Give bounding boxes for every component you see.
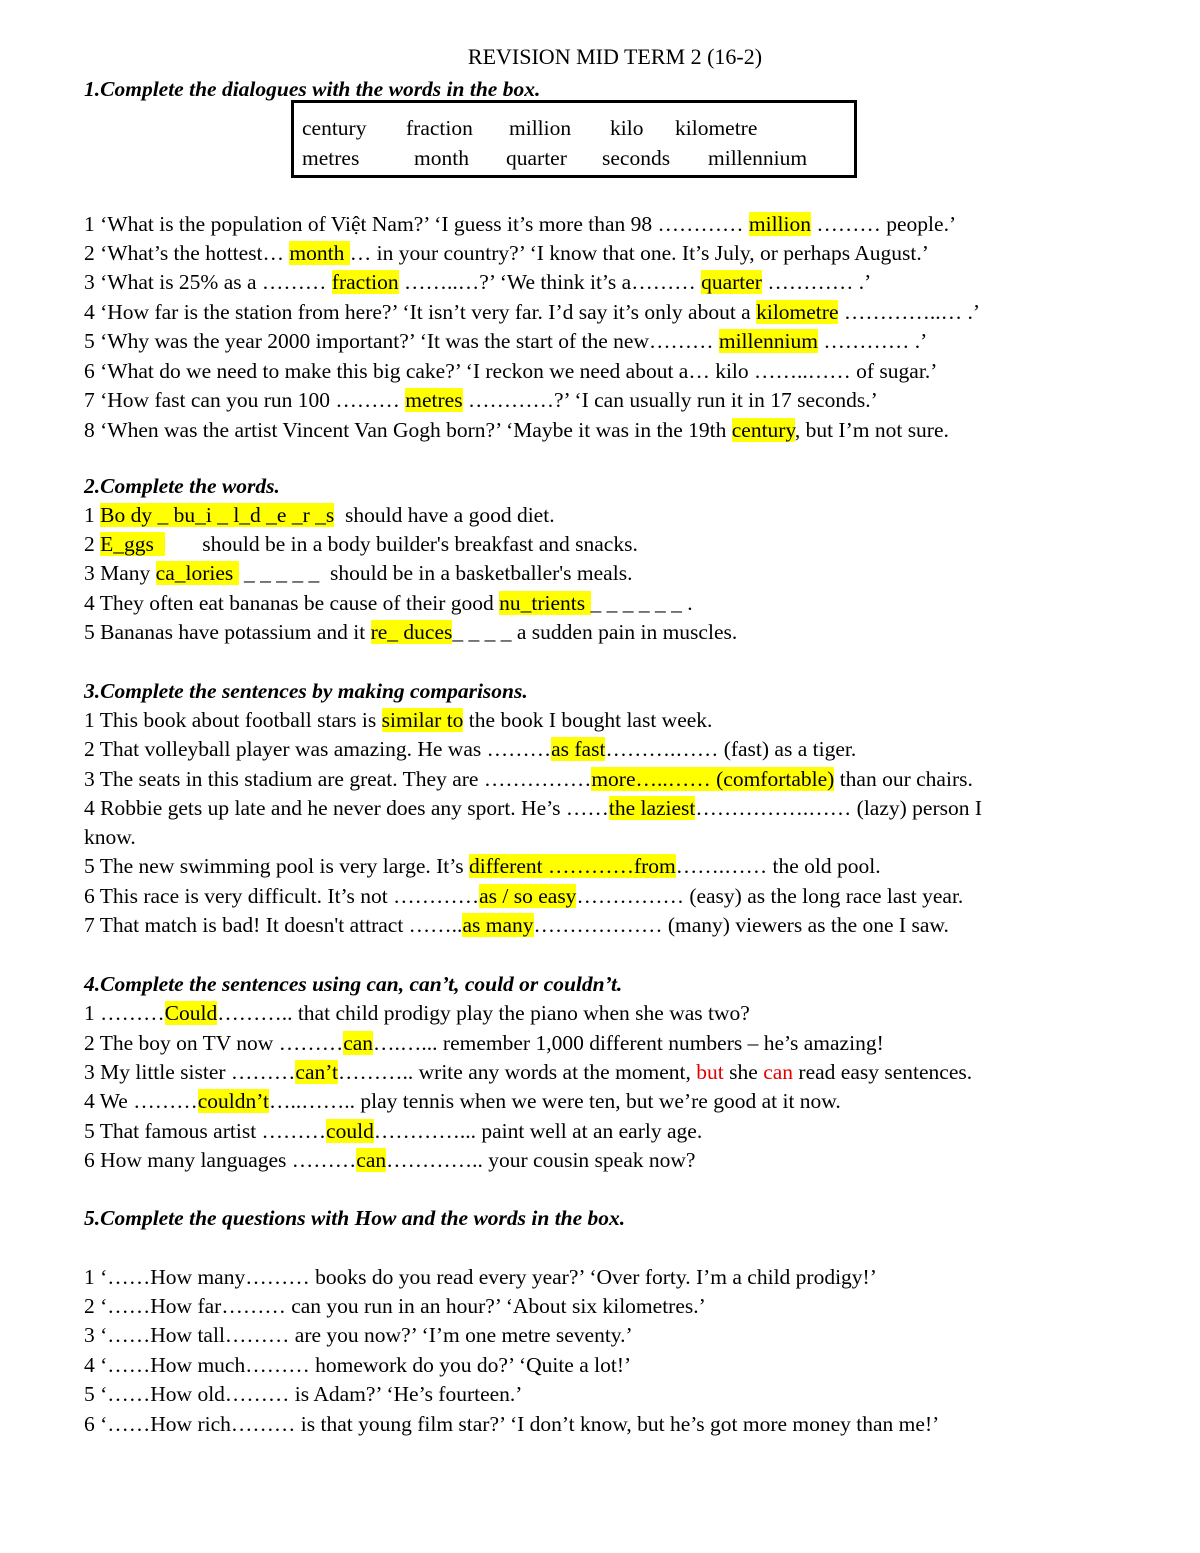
ex2-line-2 (84, 532, 638, 557)
sentence-text: 4 They often eat bananas be cause of their good (84, 591, 500, 615)
word-box (291, 100, 857, 178)
ex5-line-4: 4 ‘……How much……… homework do you do?’ ‘Quite a lot!’ (84, 1353, 632, 1377)
ex3-line-4-cont (84, 825, 136, 850)
sentence-text: 8 ‘When was the artist Vincent Van Gogh born?’ ‘Maybe it was in the 19th (84, 418, 732, 442)
sentence-text: _ _ _ _ _ should be in a basketballer's meals. (238, 561, 633, 585)
sentence-text: read easy sentences. (793, 1060, 973, 1084)
ex5-line-2: 2 ‘……How far……… can you run in an hour?’ ‘About six kilometres.’ (84, 1294, 706, 1318)
word-box-item: seconds (602, 146, 671, 170)
sentence-text: ………… .’ (818, 329, 928, 353)
sentence-text: than our chairs. (834, 767, 973, 791)
ex4-line-6 (84, 1148, 695, 1173)
word-box-item: kilo (610, 116, 644, 140)
sentence-text: 2 ‘What’s the hottest… (84, 241, 290, 265)
sentence-text: 6 How many languages ……… (84, 1148, 357, 1172)
sentence-text: … in your country?’ ‘I know that one. It’s July, or perhaps August.’ (349, 241, 929, 265)
sentence-text: …………..… .’ (838, 300, 981, 324)
ex4-line-2 (84, 1031, 884, 1056)
highlighted-answer: can (356, 1148, 387, 1172)
sentence-text: ……….. write any words at the moment, (338, 1060, 697, 1084)
sentence-text: …..…….. play tennis when we were ten, but we’re good at it now. (269, 1089, 841, 1113)
highlighted-answer: fraction (331, 270, 399, 294)
sentence-text: she (723, 1060, 764, 1084)
ex1-line-6 (84, 359, 937, 384)
sentence-text: ……..…?’ ‘We think it’s a……… (398, 270, 702, 294)
highlighted-answer: as many (462, 913, 534, 937)
sentence-text: , but I’m not sure. (794, 418, 949, 442)
highlighted-answer: quarter (701, 270, 762, 294)
sentence-text: 1 This book about football stars is (84, 708, 382, 732)
ex1-line-3 (84, 270, 871, 295)
sentence-text: ……… people.’ (811, 212, 957, 236)
ex2-line-5 (84, 620, 737, 645)
sentence-text: the book I bought last week. (463, 708, 713, 732)
sentence-text: 2 That volleyball player was amazing. He was ……… (84, 737, 552, 761)
sentence-text: 5 The new swimming pool is very large. It’s (84, 854, 469, 878)
sentence-text: …………... paint well at an early age. (373, 1119, 703, 1143)
highlighted-answer: millennium (718, 329, 818, 353)
highlighted-answer: the laziest (608, 796, 696, 820)
ex2-line-4 (84, 591, 693, 616)
highlighted-answer: Bo dy _ bu_i _ l_d _e _r _s (100, 503, 335, 527)
ex4-line-1 (84, 1001, 750, 1026)
highlighted-answer: similar to (381, 708, 464, 732)
sentence-text: ……….. that child prodigy play the piano when she was two? (217, 1001, 750, 1025)
sentence-text: 7 ‘How fast can you run 100 ……… (84, 388, 406, 412)
ex4-line-3 (84, 1060, 972, 1085)
sentence-text: 5 That famous artist ……… (84, 1119, 327, 1143)
highlighted-answer: different …………from (468, 854, 676, 878)
highlighted-answer: as / so easy (479, 884, 577, 908)
sentence-text: _ _ _ _ _ _ . (590, 591, 693, 615)
red-emphasis-word: can (763, 1060, 794, 1084)
ex1-line-4 (84, 300, 980, 325)
section-4-heading: 4.Complete the sentences using can, can’t, could or couldn’t. (84, 972, 623, 996)
sentence-text: 5 Bananas have potassium and it (84, 620, 371, 644)
word-box-row-1 (302, 116, 757, 141)
sentence-text: 1 (84, 503, 101, 527)
sentence-text: …………… (easy) as the long race last year. (576, 884, 964, 908)
sentence-text: 1 ‘What is the population of Việt Nam?’ ‘I guess it’s more than 98 ………… (84, 212, 749, 236)
ex5-line-6: 6 ‘……How rich……… is that young film star?’ ‘I don’t know, but he’s got more money than me!’ (84, 1412, 940, 1436)
highlighted-answer: can (343, 1031, 374, 1055)
sentence-text: 6 This race is very difficult. It’s not ………… (84, 884, 480, 908)
sentence-text: …………?’ ‘I can usually run it in 17 seconds.’ (462, 388, 878, 412)
highlighted-answer: can’t (295, 1060, 339, 1084)
highlighted-answer: more…..…… (comfortable) (591, 767, 835, 791)
highlighted-answer: million (748, 212, 812, 236)
ex3-line-7 (84, 913, 949, 938)
ex5-line-5: 5 ‘……How old……… is Adam?’ ‘He’s fourteen.’ (84, 1382, 523, 1406)
ex1-line-1 (84, 212, 956, 237)
sentence-text: 6 ‘What do we need to make this big cake?’ ‘I reckon we need about a… kilo ……..…… of sugar.’ (84, 359, 938, 383)
word-box-item: metres (302, 146, 360, 170)
ex1-line-2 (84, 241, 929, 266)
ex3-line-4 (84, 796, 982, 821)
sentence-text: ……………… (many) viewers as the one I saw. (533, 913, 949, 937)
highlighted-answer: as fast (551, 737, 606, 761)
word-box-item: millennium (708, 146, 808, 170)
sentence-text: …………….…… (lazy) person I (695, 796, 983, 820)
sentence-text: ………… .’ (761, 270, 872, 294)
word-box-item: million (509, 116, 572, 140)
sentence-text: 5 ‘Why was the year 2000 important?’ ‘It was the start of the new……… (84, 329, 719, 353)
sentence-text: ……….…… (fast) as a tiger. (605, 737, 857, 761)
sentence-text: 1 ……… (84, 1001, 165, 1025)
red-emphasis-word: but (696, 1060, 724, 1084)
highlighted-answer: metres (405, 388, 463, 412)
sentence-text: should be in a body builder's breakfast and snacks. (164, 532, 638, 556)
highlighted-answer: nu_trients (499, 591, 591, 615)
sentence-text: ………….. your cousin speak now? (386, 1148, 696, 1172)
word-box-item: month (414, 146, 469, 170)
ex1-line-8 (84, 418, 949, 443)
ex3-line-1 (84, 708, 712, 733)
ex5-line-3: 3 ‘……How tall……… are you now?’ ‘I’m one metre seventy.’ (84, 1323, 633, 1347)
sentence-text: 2 The boy on TV now ……… (84, 1031, 344, 1055)
sentence-text: …….…… the old pool. (675, 854, 881, 878)
highlighted-answer: re_ duces (370, 620, 453, 644)
highlighted-answer: ca_lories (155, 561, 239, 585)
ex4-line-5 (84, 1119, 702, 1144)
ex3-line-6 (84, 884, 963, 909)
sentence-text: 4 We ……… (84, 1089, 198, 1113)
section-1-heading: 1.Complete the dialogues with the words in the box. (84, 77, 541, 101)
sentence-text: 4 ‘How far is the station from here?’ ‘It isn’t very far. I’d say it’s only about a (84, 300, 757, 324)
word-box-item: quarter (506, 146, 567, 170)
section-5-heading: 5.Complete the questions with How and the words in the box. (84, 1206, 626, 1230)
sentence-text: know. (84, 825, 136, 849)
section-3-heading: 3.Complete the sentences by making comparisons. (84, 679, 528, 703)
highlighted-answer: E_ggs (100, 532, 165, 556)
ex1-line-7 (84, 388, 878, 413)
highlighted-answer: could (326, 1119, 374, 1143)
sentence-text: should have a good diet. (334, 503, 555, 527)
ex1-line-5 (84, 329, 927, 354)
word-box-item: century (302, 116, 367, 140)
sentence-text: ….…... remember 1,000 different numbers – he’s amazing! (373, 1031, 884, 1055)
ex3-line-2 (84, 737, 856, 762)
ex2-line-1 (84, 503, 555, 528)
page-title: REVISION MID TERM 2 (16-2) (467, 44, 763, 69)
ex2-line-3 (84, 561, 632, 586)
highlighted-answer: Could (164, 1001, 218, 1025)
highlighted-answer: century (731, 418, 795, 442)
sentence-text: 7 That match is bad! It doesn't attract …….. (84, 913, 463, 937)
sentence-text: _ _ _ _ a sudden pain in muscles. (452, 620, 738, 644)
sentence-text: 3 Many (84, 561, 156, 585)
highlighted-answer: kilometre (756, 300, 839, 324)
ex5-line-1: 1 ‘……How many……… books do you read every year?’ ‘Over forty. I’m a child prodigy!’ (84, 1265, 877, 1289)
section-2-heading: 2.Complete the words. (84, 474, 280, 498)
ex4-line-4 (84, 1089, 841, 1114)
sentence-text: 3 The seats in this stadium are great. They are …………… (84, 767, 592, 791)
word-box-row-2 (302, 146, 807, 171)
sentence-text: 3 My little sister ……… (84, 1060, 296, 1084)
word-box-item: fraction (406, 116, 473, 140)
sentence-text: 4 Robbie gets up late and he never does any sport. He’s …… (84, 796, 609, 820)
sentence-text: 3 ‘What is 25% as a ……… (84, 270, 332, 294)
highlighted-answer: couldn’t (197, 1089, 269, 1113)
ex3-line-3 (84, 767, 973, 792)
sentence-text: 2 (84, 532, 101, 556)
highlighted-answer: month (289, 241, 350, 265)
word-box-item: kilometre (675, 116, 758, 140)
ex3-line-5 (84, 854, 881, 879)
